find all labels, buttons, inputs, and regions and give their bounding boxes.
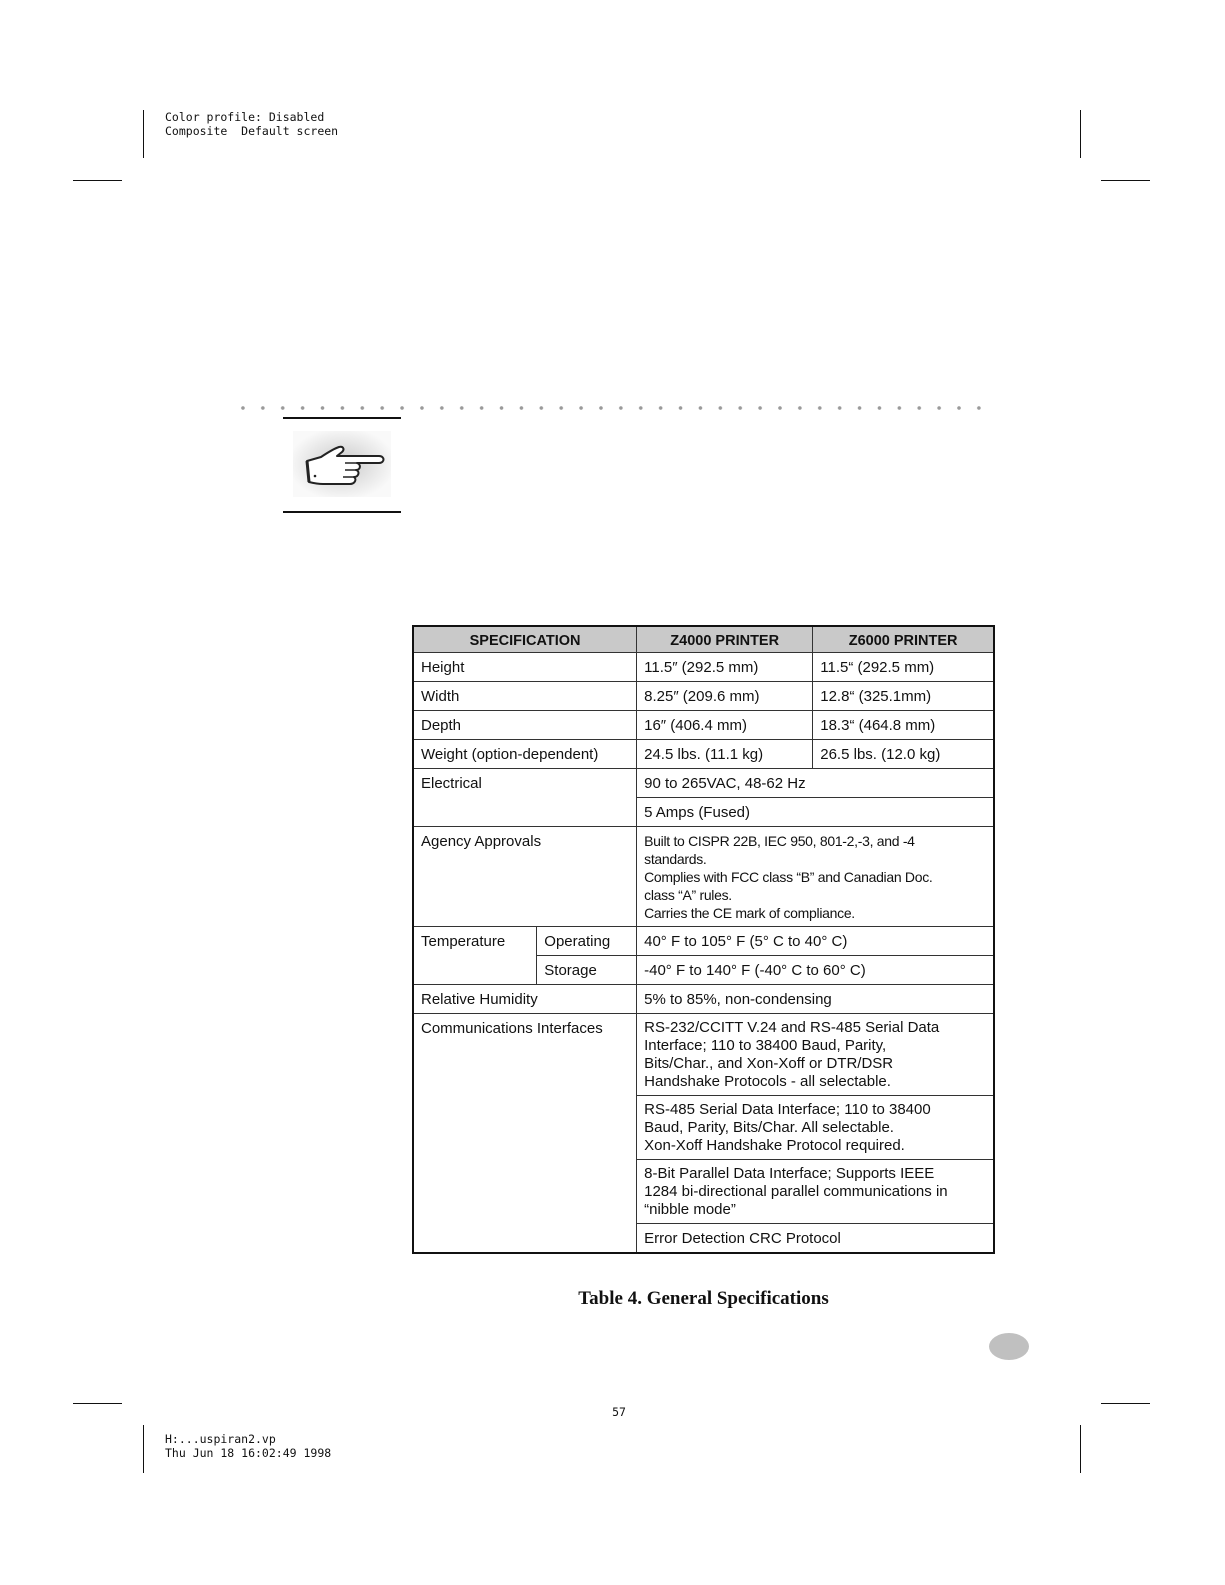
header-z6000: Z6000 PRINTER <box>813 626 994 653</box>
row-label: Height <box>413 653 637 682</box>
header-specification: SPECIFICATION <box>413 626 637 653</box>
cell-value <box>637 1160 994 1224</box>
cell-z4000: 11.5″ (292.5 mm) <box>637 653 813 682</box>
row-label: Width <box>413 682 637 711</box>
text-line: “nibble mode” <box>644 1201 736 1218</box>
cell-value <box>637 827 994 927</box>
text-line: Xon-Xoff Handshake Protocol required. <box>644 1137 905 1154</box>
cell-value <box>637 1014 994 1096</box>
cell-value: 5 Amps (Fused) <box>637 798 994 827</box>
table-row <box>413 827 994 927</box>
table-row <box>413 985 994 1014</box>
row-label: Communications Interfaces <box>413 1014 637 1253</box>
text-line: standards. <box>644 851 707 867</box>
table-row <box>413 711 994 740</box>
table-caption: Table 4. General Specifications <box>578 1288 829 1309</box>
crop-mark <box>73 180 122 181</box>
specifications-table <box>412 625 995 1254</box>
row-label: Agency Approvals <box>413 827 637 927</box>
print-header-line1: Color profile: Disabled <box>165 110 325 124</box>
cell-z4000: 8.25″ (209.6 mm) <box>637 682 813 711</box>
row-label: Weight (option-dependent) <box>413 740 637 769</box>
cell-z4000: 16″ (406.4 mm) <box>637 711 813 740</box>
crop-mark <box>143 1425 144 1473</box>
text-line: Carries the CE mark of compliance. <box>644 905 855 921</box>
cell-z6000: 18.3“ (464.8 mm) <box>813 711 994 740</box>
text-line: 1284 bi-directional parallel communications in <box>644 1183 948 1200</box>
thumb-tab-marker <box>989 1333 1029 1360</box>
text-line: Bits/Char., and Xon-Xoff or DTR/DSR <box>644 1055 894 1072</box>
text-line: RS-232/CCITT V.24 and RS-485 Serial Data <box>644 1019 940 1036</box>
crop-mark <box>1080 1425 1081 1473</box>
cell-value: -40° F to 140° F (-40° C to 60° C) <box>637 956 994 985</box>
print-header-info <box>165 110 338 138</box>
pointing-hand-icon <box>293 431 391 497</box>
text-line: Built to CISPR 22B, IEC 950, 801-2,-3, and -4 <box>644 833 915 849</box>
table-row <box>413 927 994 956</box>
row-sublabel: Operating <box>537 927 637 956</box>
print-footer-line1: H:...uspiran2.vp <box>165 1432 276 1446</box>
note-box <box>283 417 401 513</box>
crop-mark <box>1080 110 1081 158</box>
print-footer-info <box>165 1432 331 1460</box>
text-line: 8-Bit Parallel Data Interface; Supports IEEE <box>644 1165 935 1182</box>
table-row <box>413 740 994 769</box>
cell-z6000: 11.5“ (292.5 mm) <box>813 653 994 682</box>
cell-value: Error Detection CRC Protocol <box>637 1224 994 1253</box>
cell-value: 40° F to 105° F (5° C to 40° C) <box>637 927 994 956</box>
table-row <box>413 682 994 711</box>
dotted-separator <box>233 406 993 410</box>
print-footer-line2: Thu Jun 18 16:02:49 1998 <box>165 1446 332 1460</box>
page-number: 57 <box>612 1405 626 1419</box>
row-sublabel: Storage <box>537 956 637 985</box>
table-row <box>413 1014 994 1096</box>
cell-z4000: 24.5 lbs. (11.1 kg) <box>637 740 813 769</box>
row-label: Relative Humidity <box>413 985 637 1014</box>
print-header-line2: Composite Default screen <box>165 124 339 138</box>
row-label: Depth <box>413 711 637 740</box>
row-label: Temperature <box>413 927 537 985</box>
row-label: Electrical <box>413 769 637 827</box>
text-line: Baud, Parity, Bits/Char. All selectable. <box>644 1119 894 1136</box>
text-line: Complies with FCC class “B” and Canadian Doc. <box>644 869 933 885</box>
cell-z6000: 12.8“ (325.1mm) <box>813 682 994 711</box>
crop-mark <box>143 110 144 158</box>
table-header-row <box>413 626 994 653</box>
header-z4000: Z4000 PRINTER <box>637 626 813 653</box>
cell-z6000: 26.5 lbs. (12.0 kg) <box>813 740 994 769</box>
cell-value <box>637 1096 994 1160</box>
text-line: Handshake Protocols - all selectable. <box>644 1073 891 1090</box>
crop-mark <box>1101 1403 1150 1404</box>
crop-mark <box>73 1403 122 1404</box>
text-line: RS-485 Serial Data Interface; 110 to 38400 <box>644 1101 931 1118</box>
cell-value: 5% to 85%, non-condensing <box>637 985 994 1014</box>
cell-value: 90 to 265VAC, 48-62 Hz <box>637 769 994 798</box>
crop-mark <box>1101 180 1150 181</box>
text-line: class “A” rules. <box>644 887 732 903</box>
table-row <box>413 653 994 682</box>
text-line: Interface; 110 to 38400 Baud, Parity, <box>644 1037 887 1054</box>
table-row <box>413 769 994 798</box>
